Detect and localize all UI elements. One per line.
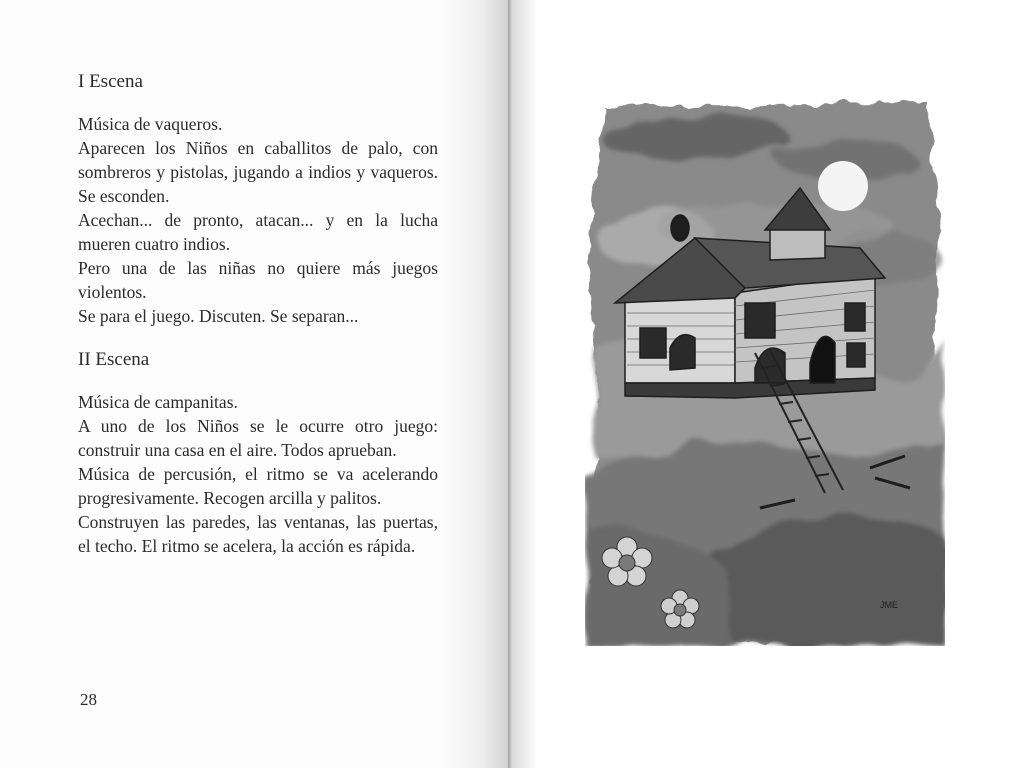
- scene-1-line: Acechan... de pronto, atacan... y en la lucha mueren cuatro indios.: [78, 210, 438, 254]
- scene-2-line: Música de percusión, el ritmo se va acelerando progresivamente. Recogen arcilla y palitos.: [78, 464, 438, 508]
- moon-icon: [818, 161, 868, 211]
- left-page: [0, 0, 508, 768]
- scene-1-line: Aparecen los Niños en caballitos de palo, con sombreros y pistolas, jugando a indios y vaqueros. Se esconden.: [78, 138, 438, 206]
- scene-2-line: Construyen las paredes, las ventanas, las puertas, el techo. El ritmo se acelera, la acción es rápida.: [78, 512, 438, 556]
- gutter-shadow: [440, 0, 510, 768]
- scene-1-line: Pero una de las niñas no quiere más juegos violentos.: [78, 258, 438, 302]
- page-number: 28: [80, 690, 97, 709]
- artist-signature: JME: [880, 600, 898, 610]
- floating-house-illustration: [585, 98, 945, 646]
- scene-1-line: Se para el juego. Discuten. Se separan...: [78, 306, 359, 326]
- scene-2-line: A uno de los Niños se le ocurre otro juego: construir una casa en el aire. Todos aprueban.: [78, 416, 438, 460]
- scene-2-title: II Escena: [78, 349, 150, 370]
- gutter-shadow-right: [512, 0, 538, 768]
- script-text: [78, 70, 438, 558]
- scene-1-title: I Escena: [78, 71, 143, 92]
- scene-2-line: Música de campanitas.: [78, 392, 238, 412]
- scene-1-line: Música de vaqueros.: [78, 114, 223, 134]
